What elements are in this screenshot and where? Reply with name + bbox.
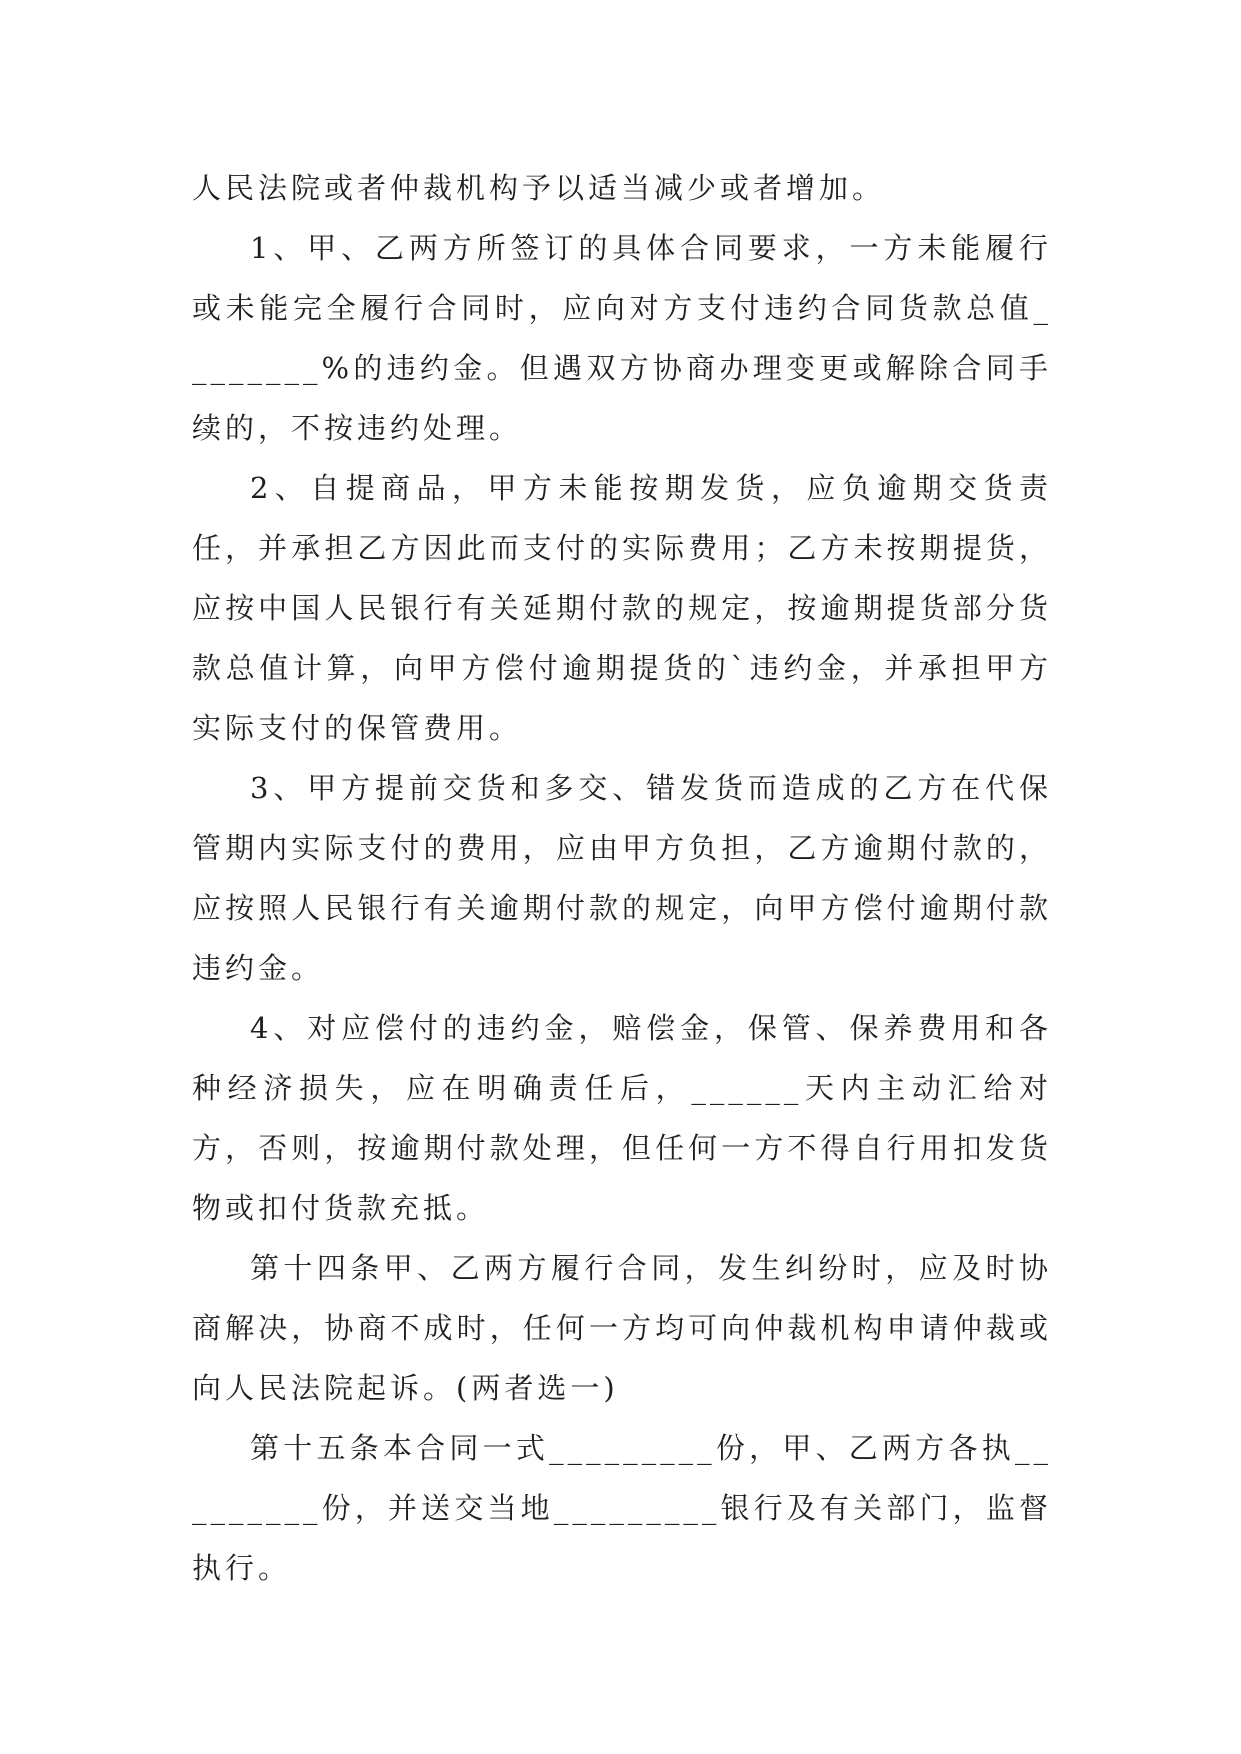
paragraph-clause-2: 2、自提商品，甲方未能按期发货，应负逾期交货责任，并承担乙方因此而支付的实际费用；乙方未按期提货，应按中国人民银行有关延期付款的规定，按逾期提货部分货款总值计算，向甲方偿付逾期提货的`违约金，并承担甲方实际支付的保管费用。 bbox=[192, 471, 1052, 745]
document-body bbox=[192, 158, 1052, 1598]
paragraph-clause-4: 4、对应偿付的违约金，赔偿金，保管、保养费用和各种经济损失，应在明确责任后，______天内主动汇给对方，否则，按逾期付款处理，但任何一方不得自行用扣发货物或扣付货款充抵。 bbox=[192, 1011, 1052, 1225]
paragraph-article-14: 第十四条甲、乙两方履行合同，发生纠纷时，应及时协商解决，协商不成时，任何一方均可向仲裁机构申请仲裁或向人民法院起诉。(两者选一) bbox=[192, 1251, 1052, 1405]
paragraph-clause-1: 1、甲、乙两方所签订的具体合同要求，一方未能履行或未能完全履行合同时，应向对方支付违约合同货款总值________%的违约金。但遇双方协商办理变更或解除合同手续的，不按违约处理。 bbox=[192, 231, 1052, 445]
paragraph-article-15: 第十五条本合同一式_________份，甲、乙两方各执_________份，并送交当地_________银行及有关部门，监督执行。 bbox=[192, 1431, 1052, 1585]
paragraph-continuation: 人民法院或者仲裁机构予以适当减少或者增加。 bbox=[192, 171, 886, 205]
paragraph-clause-3: 3、甲方提前交货和多交、错发货而造成的乙方在代保管期内实际支付的费用，应由甲方负担，乙方逾期付款的，应按照人民银行有关逾期付款的规定，向甲方偿付逾期付款违约金。 bbox=[192, 771, 1052, 985]
